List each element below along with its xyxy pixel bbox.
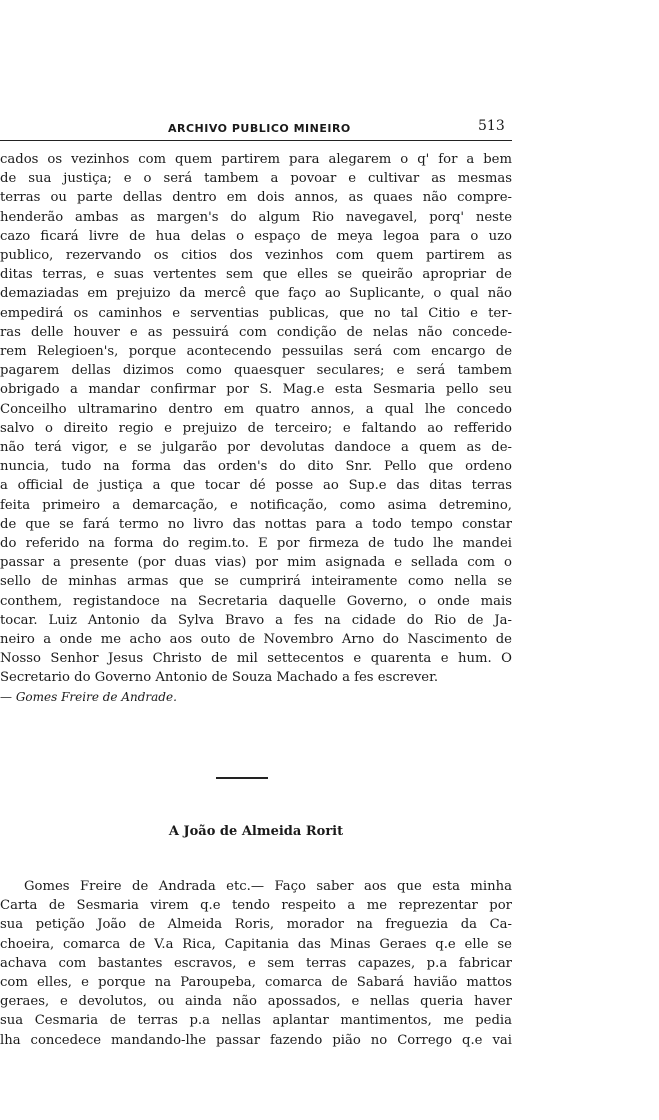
text-line: passar a presente (por duas vias) por mim asignada e sellada com o [0,555,512,571]
paragraph-sesmaria-text [0,150,512,707]
running-title: ARCHIVO PUBLICO MINEIRO [168,122,351,135]
text-line: Conceilho ultramarino dentro em quatro annos, a qual lhe concedo [0,401,512,417]
text-line: a official de justiça a que tocar dé posse ao Sup.e das ditas terras [0,478,512,494]
text-line: pagarem dellas dizimos como quaesquer seculares; e será tambem [0,363,512,379]
text-line: cazo ficará livre de hua delas o espaço de meya legoa para o uzo [0,228,512,244]
text-line: feita primeiro a demarcação, e notificação, como asima detremino, [0,497,512,513]
text-line: Secretario do Governo Antonio de Souza Machado a fes escrever. [0,670,439,686]
text-line: neiro a onde me acho aos outo de Novembro Arno do Nascimento de [0,632,512,648]
text-line: de sua justiça; e o será tambem a povoar e cultivar as mesmas [0,171,512,187]
header-rule [0,140,512,141]
text-line: Nosso Senhor Jesus Christo de mil settecentos e quarenta e hum. O [0,651,512,667]
text-line: do referido na forma do regim.to. E por firmeza de tudo lhe mandei [0,536,512,552]
text-line: ras delle houver e as pessuirá com condição de nelas não concede- [0,324,512,340]
text-line: obrigado a mandar confirmar por S. Mag.e esta Sesmaria pello seu [0,382,512,398]
text-line: ditas terras, e suas vertentes sem que elles se queirão apropriar de [0,267,512,283]
text-line: sua Cesmaria de terras p.a nellas aplantar mantimentos, me pedia [0,1013,512,1029]
text-line: salvo o direito regio e prejuizo de terceiro; e faltando ao refferido [0,420,512,436]
text-line: publico, rezervando os citios dos vezinhos com quem partirem as [0,248,512,264]
text-line: achava com bastantes escravos, e sem terras capazes, p.a fabricar [0,955,512,971]
text-line: conthem, registandoce na Secretaria daquelle Governo, o onde mais [0,593,512,609]
text-line: com elles, e porque na Paroupeba, comarca de Sabará havião mattos [0,975,512,991]
text-line: cados os vezinhos com quem partirem para alegarem o q' for a bem [0,152,512,167]
text-line: rem Relegioen's, porque acontecendo pessuilas será com encargo de [0,344,512,360]
text-line: empedirá os caminhos e serventias publicas, que no tal Citio e ter- [0,305,512,321]
section-title: A João de Almeida Rorit [168,824,344,839]
text-line: nuncia, tudo na forma das orden's do dito Snr. Pello que ordeno [0,459,512,475]
text-line: geraes, e devolutos, ou ainda não apossados, e nellas queria haver [0,994,512,1010]
text-line: demaziadas em prejuizo da mercê que faço ao Suplicante, o qual não [0,286,512,302]
section-divider [216,777,268,779]
text-line: tocar. Luiz Antonio da Sylva Bravo a fes na cidade do Rio de Ja- [0,612,512,628]
text-line: choeira, comarca de V.a Rica, Capitania das Minas Geraes q.e elle se [0,936,512,952]
text-line: terras ou parte dellas dentro em dois annos, as quaes não compre- [0,190,512,206]
text-line: sello de minhas armas que se cumprirá inteiramente como nella se [0,574,512,590]
signature: — Gomes Freire de Andrade. [0,689,177,704]
page-number: 513 [478,118,505,134]
text-line: não terá vigor, e se julgarão por devolutas dandoce a quem as de- [0,440,512,456]
text-line: lha concedece mandando-lhe passar fazendo pião no Corrego q.e vai [0,1032,512,1048]
text-line: de que se fará termo no livro das nottas para a todo tempo constar [0,516,512,532]
text-line: Gomes Freire de Andrada etc.— Faço saber aos que esta minha [24,879,512,894]
paragraph-carta-text [0,877,512,1050]
text-line: Carta de Sesmaria virem q.e tendo respeito a me reprezentar por [0,898,512,914]
text-line: henderão ambas as margen's do algum Rio navegavel, porq' neste [0,209,512,225]
text-line: sua petição João de Almeida Roris, morador na freguezia da Ca- [0,917,512,933]
